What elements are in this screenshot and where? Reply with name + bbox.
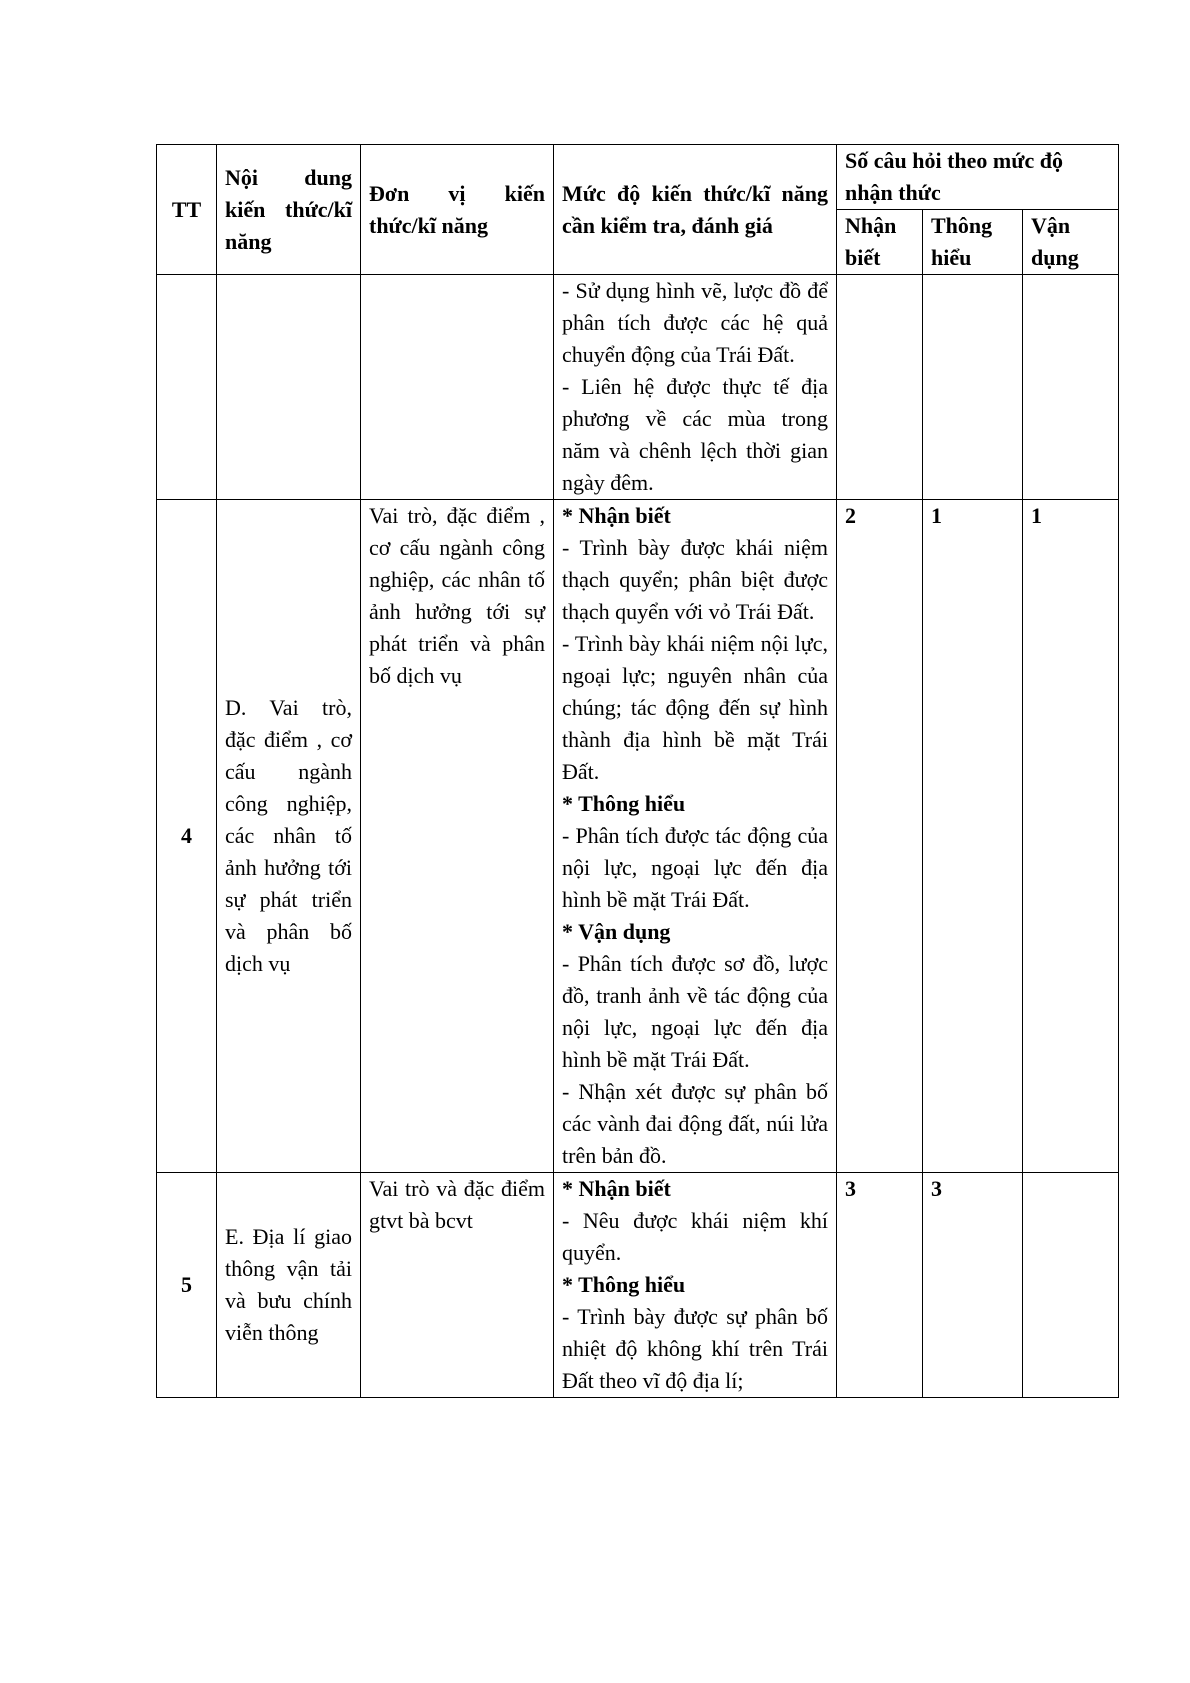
row-content: E. Địa lí giao thông vận tải và bưu chính viễn thông [217,1173,361,1398]
row-vd [1023,275,1119,500]
row-unit [361,275,554,500]
level-heading: * Nhận biết [562,503,671,528]
row-unit: Vai trò và đặc điểm gtvt bà bcvt [361,1173,554,1398]
row-th [923,275,1023,500]
level-line: - Trình bày được khái niệm thạch quyển; phân biệt được thạch quyển với vỏ Trái Đất. [562,535,828,624]
header-content: Nội dung kiến thức/kĩ năng [217,145,361,275]
level-line: - Trình bày được sự phân bố nhiệt độ không khí trên Trái Đất theo vĩ độ địa lí; [562,1304,828,1393]
header-level: Mức độ kiến thức/kĩ năng cần kiểm tra, đánh giá [554,145,837,275]
row-level [554,275,837,500]
header-tt: TT [157,145,217,275]
header-questions: Số câu hỏi theo mức độ nhận thức [837,145,1119,210]
header-th: Thông hiểu [923,210,1023,275]
level-heading: * Vận dụng [562,919,671,944]
row-vd [1023,1173,1119,1398]
row-th: 1 [923,500,1023,1173]
level-heading: * Thông hiểu [562,1272,686,1297]
header-unit: Đơn vị kiến thức/kĩ năng [361,145,554,275]
row-unit: Vai trò, đặc điểm , cơ cấu ngành công nghiệp, các nhân tố ảnh hưởng tới sự phát triển và phân bố dịch vụ [361,500,554,1173]
row-tt: 5 [157,1173,217,1398]
row-nb [837,275,923,500]
row-nb: 2 [837,500,923,1173]
level-line: - Nhận xét được sự phân bố các vành đai động đất, núi lửa trên bản đồ. [562,1079,828,1168]
row-th: 3 [923,1173,1023,1398]
table-row [157,275,1119,500]
level-heading: * Nhận biết [562,1176,671,1201]
level-line: - Phân tích được sơ đồ, lược đồ, tranh ảnh về tác động của nội lực, ngoại lực đến địa hình bề mặt Trái Đất. [562,951,828,1072]
table-row [157,500,1119,1173]
row-nb: 3 [837,1173,923,1398]
knowledge-matrix-table [156,144,1119,1398]
level-line: - Phân tích được tác động của nội lực, ngoại lực đến địa hình bề mặt Trái Đất. [562,823,828,912]
level-line: - Sử dụng hình vẽ, lược đồ để phân tích được các hệ quả chuyển động của Trái Đất. [562,278,828,367]
level-line: - Liên hệ được thực tế địa phương về các mùa trong năm và chênh lệch thời gian ngày đêm. [562,374,828,495]
level-line: - Trình bày khái niệm nội lực, ngoại lực; nguyên nhân của chúng; tác động đến sự hình thành địa hình bề mặt Trái Đất. [562,631,828,784]
level-heading: * Thông hiểu [562,791,686,816]
header-nb: Nhận biết [837,210,923,275]
header-row [157,145,1119,210]
row-tt [157,275,217,500]
row-content: D. Vai trò, đặc điểm , cơ cấu ngành công nghiệp, các nhân tố ảnh hưởng tới sự phát triển và phân bố dịch vụ [217,500,361,1173]
header-vd: Vận dụng [1023,210,1119,275]
row-level [554,1173,837,1398]
row-vd: 1 [1023,500,1119,1173]
row-content [217,275,361,500]
level-line: - Nêu được khái niệm khí quyển. [562,1208,828,1265]
row-tt: 4 [157,500,217,1173]
row-level [554,500,837,1173]
table-row [157,1173,1119,1398]
